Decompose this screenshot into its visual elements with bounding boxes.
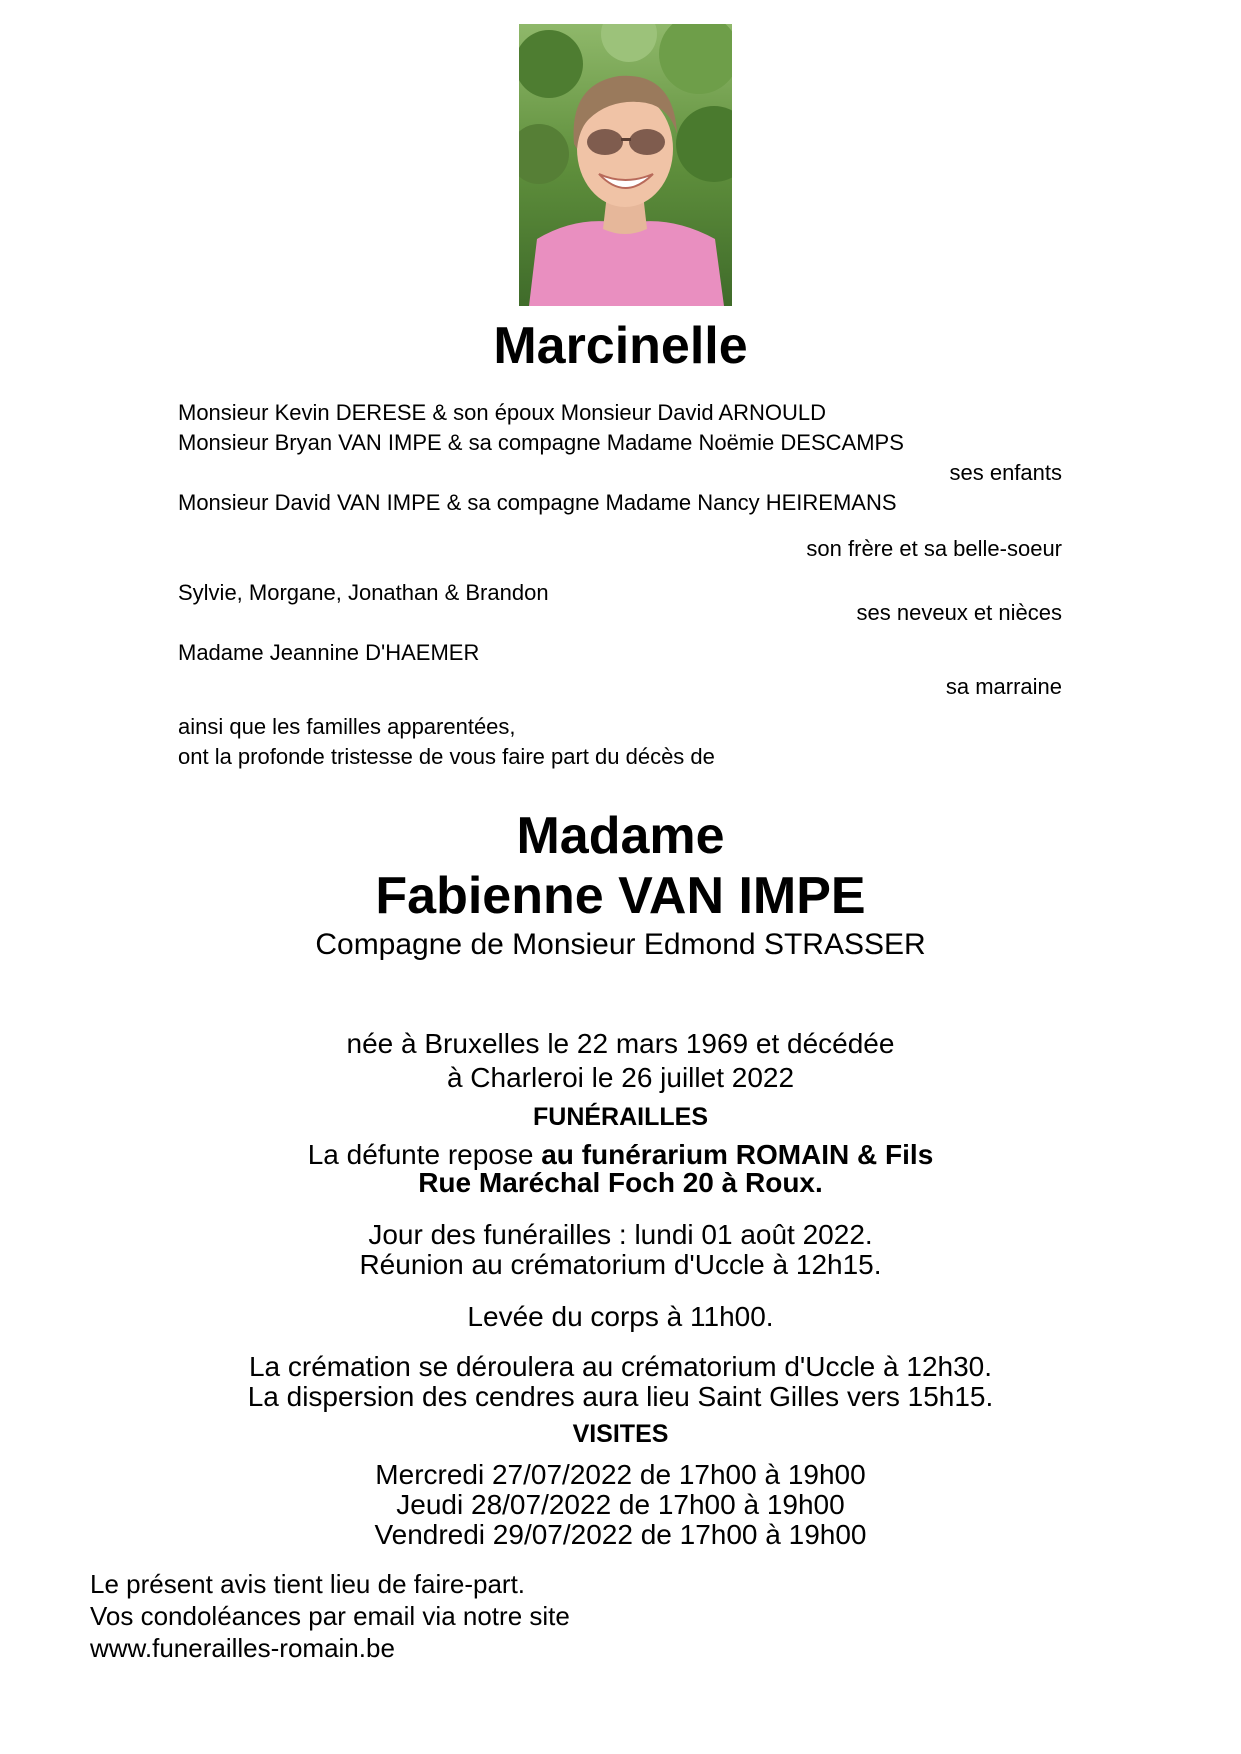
- family-children-line-1: Monsieur Kevin DERESE & son époux Monsieur David ARNOULD: [178, 400, 827, 425]
- funeral-levee-line: Levée du corps à 11h00.: [467, 1301, 774, 1332]
- visit-item-1: Mercredi 27/07/2022 de 17h00 à 19h00: [375, 1459, 866, 1490]
- family-closing-line-1: ainsi que les familles apparentées,: [178, 714, 516, 739]
- footer-website-link[interactable]: www.funerailles-romain.be: [90, 1633, 395, 1663]
- repose-prefix: La défunte repose: [307, 1139, 542, 1170]
- repose-place: au funérarium ROMAIN & Fils: [541, 1139, 934, 1170]
- family-children-role: ses enfants: [949, 460, 1062, 485]
- portrait-illustration: [519, 24, 732, 306]
- family-godmother-line: Madame Jeannine D'HAEMER: [178, 640, 480, 665]
- footer-line-2: Vos condoléances par email via notre site: [90, 1601, 570, 1631]
- deceased-title: Madame: [516, 807, 725, 865]
- family-brother-line: Monsieur David VAN IMPE & sa compagne Madame Nancy HEIREMANS: [178, 490, 897, 515]
- funeral-cremation-line: La crémation se déroulera au crématorium d'Uccle à 12h30.: [248, 1351, 993, 1382]
- deceased-name: Fabienne VAN IMPE: [375, 867, 866, 925]
- funeral-day-line: Jour des funérailles : lundi 01 août 2022.: [368, 1219, 873, 1250]
- visit-item-3: Vendredi 29/07/2022 de 17h00 à 19h00: [374, 1519, 867, 1550]
- family-closing-line-2: ont la profonde tristesse de vous faire part du décès de: [178, 744, 715, 769]
- born-died-line-1: née à Bruxelles le 22 mars 1969 et décédée: [346, 1028, 895, 1059]
- deceased-companion: Compagne de Monsieur Edmond STRASSER: [315, 928, 926, 961]
- funeral-heading: FUNÉRAILLES: [533, 1103, 708, 1131]
- family-children-line-2: Monsieur Bryan VAN IMPE & sa compagne Madame Noëmie DESCAMPS: [178, 430, 904, 455]
- visit-item-2: Jeudi 28/07/2022 de 17h00 à 19h00: [396, 1489, 845, 1520]
- portrait-photo: [519, 24, 732, 306]
- visits-heading: VISITES: [572, 1420, 669, 1448]
- footer-line-1: Le présent avis tient lieu de faire-part.: [90, 1569, 526, 1599]
- family-nephews-role: ses neveux et nièces: [856, 600, 1062, 625]
- family-brother-role: son frère et sa belle-soeur: [806, 536, 1062, 561]
- born-died-line-2: à Charleroi le 26 juillet 2022: [446, 1062, 795, 1093]
- family-nephews-line: Sylvie, Morgane, Jonathan & Brandon: [178, 580, 549, 605]
- repose-address: Rue Maréchal Foch 20 à Roux.: [418, 1167, 823, 1198]
- funeral-dispersion-line: La dispersion des cendres aura lieu Saint Gilles vers 15h15.: [247, 1381, 994, 1412]
- funeral-meeting-line: Réunion au crématorium d'Uccle à 12h15.: [359, 1249, 882, 1280]
- family-godmother-role: sa marraine: [945, 674, 1062, 699]
- town-heading: Marcinelle: [493, 317, 748, 375]
